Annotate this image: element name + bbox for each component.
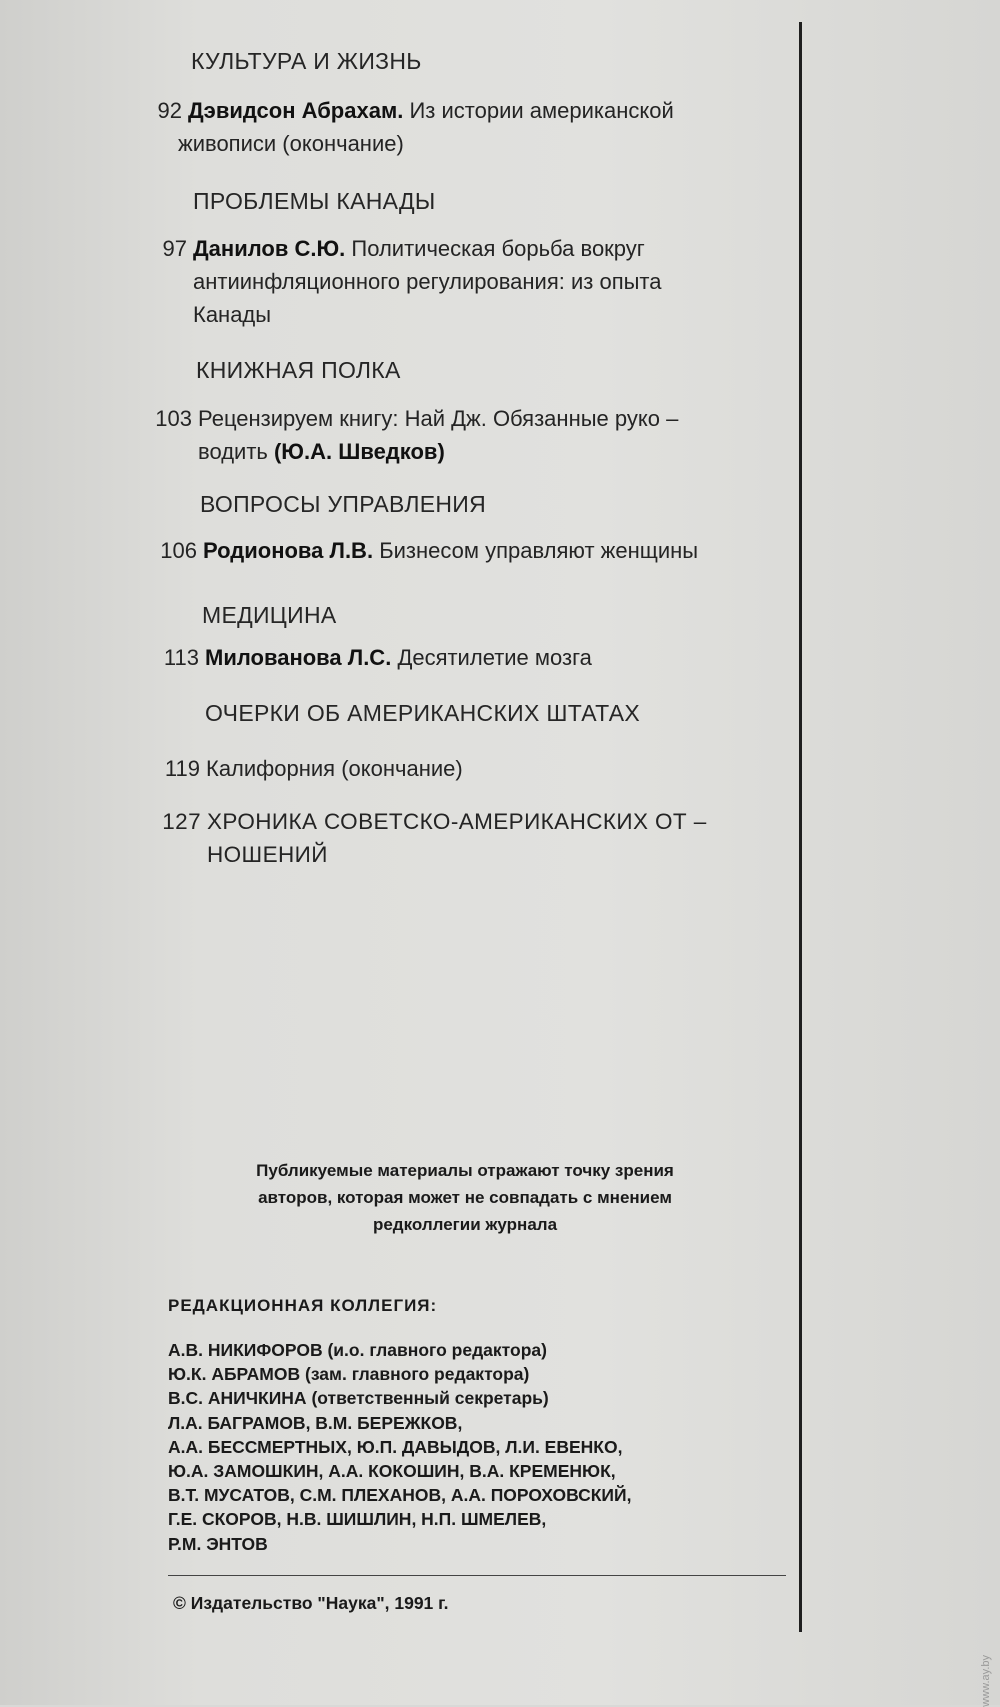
board-members: [168, 1338, 631, 1556]
toc-entry: [162, 805, 767, 871]
entry-title-line: Калифорния (окончание): [206, 756, 463, 781]
author: Данилов С.Ю.: [193, 236, 346, 261]
entry-title-line: ХРОНИКА СОВЕТСКО-АМЕРИКАНСКИХ ОТ –: [207, 809, 707, 834]
disclaimer-line: Публикуемые материалы отражают точку зрения: [256, 1161, 674, 1180]
section-title: КУЛЬТУРА И ЖИЗНЬ: [191, 48, 422, 74]
section-title: МЕДИЦИНА: [202, 602, 337, 628]
entry-title-line: живописи (окончание): [178, 131, 404, 156]
page-number: 113: [163, 645, 199, 670]
reviewer: (Ю.А. Шведков): [273, 439, 445, 464]
page-number: 127: [162, 809, 201, 834]
toc-entry: [163, 641, 765, 674]
toc-entry: [155, 402, 758, 468]
disclaimer-line: авторов, которая может не совпадать с мнением: [258, 1188, 672, 1207]
entry-title-line: Десятилетие мозга: [397, 645, 592, 670]
board-member: Р.М. ЭНТОВ: [168, 1533, 268, 1554]
entry-title-line: антиинфляционного регулирования: из опыта: [193, 269, 662, 294]
toc-entry: [162, 232, 753, 331]
board-member: В.Т. МУСАТОВ, С.М. ПЛЕХАНОВ, А.А. ПОРОХОВСКИЙ,: [168, 1485, 632, 1506]
section-title: ПРОБЛЕМЫ КАНАДЫ: [193, 188, 436, 214]
toc-entry: [157, 94, 748, 160]
author: Милованова Л.С.: [205, 645, 392, 670]
board-title: РЕДАКЦИОННАЯ КОЛЛЕГИЯ:: [168, 1296, 438, 1315]
watermark: www.ay.by: [980, 1655, 992, 1707]
toc-entry: [160, 534, 763, 567]
entry-title-line: Канады: [193, 302, 272, 327]
entry-title-line: Рецензируем книгу: Най Дж. Обязанные руко –: [198, 406, 679, 431]
entry-title-line: НОШЕНИЙ: [207, 842, 328, 867]
board-member: Г.Е. СКОРОВ, Н.В. ШИШЛИН, Н.П. ШМЕЛЕВ,: [168, 1509, 547, 1530]
board-member: Ю.К. АБРАМОВ (зам. главного редактора): [168, 1364, 530, 1385]
entry-title-line: Политическая борьба вокруг: [351, 236, 645, 261]
vertical-rule: [799, 22, 802, 1632]
section-title: ОЧЕРКИ ОБ АМЕРИКАНСКИХ ШТАТАХ: [205, 700, 640, 726]
copyright: © Издательство "Наука", 1991 г.: [173, 1593, 449, 1613]
board-member: А.А. БЕССМЕРТНЫХ, Ю.П. ДАВЫДОВ, Л.И. ЕВЕНКО,: [168, 1436, 623, 1457]
entry-title-line: водить: [198, 439, 268, 464]
board-member: А.В. НИКИФОРОВ (и.о. главного редактора): [168, 1340, 547, 1360]
page-number: 119: [164, 756, 200, 781]
page-number: 92: [157, 98, 182, 123]
board-member: В.С. АНИЧКИНА (ответственный секретарь): [168, 1388, 549, 1409]
section-title: КНИЖНАЯ ПОЛКА: [196, 357, 401, 383]
author: Дэвидсон Абрахам.: [188, 98, 404, 123]
page-number: 97: [162, 236, 187, 261]
divider: [168, 1575, 786, 1576]
author: Родионова Л.В.: [203, 538, 374, 563]
page-number: 103: [155, 406, 192, 431]
board-member: Ю.А. ЗАМОШКИН, А.А. КОКОШИН, В.А. КРЕМЕНЮК,: [168, 1461, 616, 1482]
board-member: Л.А. БАГРАМОВ, В.М. БЕРЕЖКОВ,: [168, 1412, 463, 1433]
toc-entry: [164, 752, 766, 785]
entry-title-line: Бизнесом управляют женщины: [379, 538, 699, 563]
disclaimer: [180, 1157, 750, 1238]
section-title: ВОПРОСЫ УПРАВЛЕНИЯ: [200, 491, 487, 517]
disclaimer-line: редколлегии журнала: [372, 1215, 558, 1234]
page-number: 106: [160, 538, 197, 563]
entry-title-line: Из истории американской: [409, 98, 674, 123]
